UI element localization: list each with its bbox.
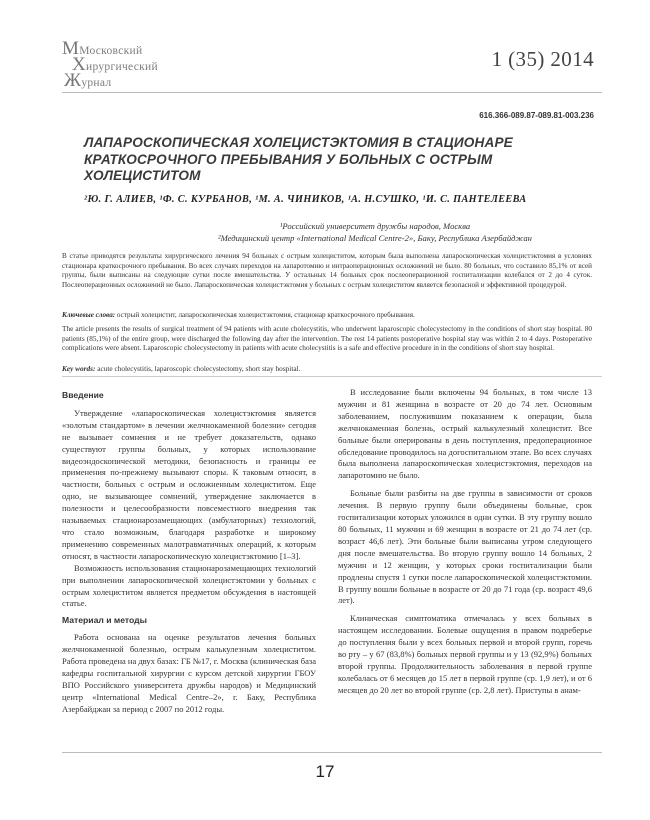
logo-initial-h: X: [72, 54, 87, 75]
intro-paragraph-2: Возможность использования стационарозамещающих технологий при выполнении лапароскопической холецистэктомии у больных с острым холециститом является предметом обсуждения в настоящей статье.: [62, 562, 316, 609]
logo-initial-zh: Ж: [64, 70, 82, 91]
right-paragraph-2: Больные были разбиты на две группы в зависимости от сроков лечения. В первую группу были объединены больные, срок госпитализации которых уложился в одни сутки. В эту группу вошло 80 больных, 11 мужчин и 69 женщин в возрасте от 21 до 74 лет (ср. возраст 46,6 лет). Эти больные были выписаны утром следующего дня после вмешательства. Во вторую группу вошло 14 больных, 2 мужчин и 12 женщин, у которых сроки госпитализации были продлены спустя 1 сутки после лапароскопической холецистэктомии. В группу вошли больные в возрасте от 20 до 71 года (ср. возраст 49,6 лет).: [338, 488, 592, 606]
logo-line-1: Московский: [79, 45, 143, 57]
abstract-divider: [62, 376, 602, 377]
header-divider: [62, 92, 602, 93]
keywords-en-label: Key words:: [62, 364, 96, 373]
journal-logo: [62, 38, 158, 91]
logo-line-2: ирургический: [86, 61, 158, 73]
footer-divider: [62, 752, 602, 753]
authors: ²Ю. Г. АЛИЕВ, ¹Ф. С. КУРБАНОВ, ¹М. А. ЧИНИКОВ, ¹А. Н.СУШКО, ¹И. С. ПАНТЕЛЕЕВА: [84, 194, 527, 205]
methods-paragraph-1: Работа основана на оценке результатов лечения больных желчнокаменной болезнью, острым калькулезным холециститом. Работа проведена на двух базах: ГБ №17, г. Москва (клиническая база кафедры госпитальной хирургии с курсом детской хирургии ГБОУ ВПО Российского университета дружбы народов) и Медицинский центр «International Medical Centre–2», г. Баку, Республика Азербайджан за период с 2007 по 2012 годы.: [62, 632, 316, 714]
affiliation-1: ¹Российский университет дружбы народов, Москва: [279, 221, 471, 231]
left-column: [62, 387, 316, 716]
right-column: [338, 387, 592, 697]
article-title: ЛАПАРОСКОПИЧЕСКАЯ ХОЛЕЦИСТЭКТОМИЯ В СТАЦИОНАРЕ КРАТКОСРОЧНОГО ПРЕБЫВАНИЯ У БОЛЬНЫХ С ОСТРЫМ ХОЛЕЦИСТИТОМ: [84, 135, 513, 183]
logo-initial-m: M: [62, 38, 80, 59]
heading-methods: Материал и методы: [62, 615, 147, 626]
affiliation-2: ²Медицинский центр «International Medical Centre-2», Баку, Республика Азербайджан: [218, 233, 532, 243]
heading-introduction: Введение: [62, 390, 104, 400]
keywords-en-text: acute cholecystitis, laparoscopic cholecystectomy, short stay hospital.: [95, 364, 301, 373]
keywords-ru-text: острый холецистит, лапароскопическая холецистэктомия, стационар краткосрочного пребывания.: [115, 311, 415, 319]
logo-line-3: урнал: [81, 77, 112, 89]
page-number: 17: [315, 762, 335, 781]
abstract-russian: В статье приводятся результаты хирургического лечения 94 больных с острым холециститом, которым была выполнена лапароскопическая холецистэктомия в условиях стационара краткосрочного пребывания. Во всех случаях переходов на лапаротомию и интраоперационных осложнений не было. 80 больных, что составило 85,1% от всей группы, были выписаны на следующие сутки после вмешательства. У остальных 14 больных срок послеоперационной госпитализации колебался от 2 до 4 суток. Послеоперационных осложнений не было. Лапароскопическая холецистэктомия у больных с острым холециститом является безопасной и эффективной процедурой.: [62, 252, 592, 290]
intro-paragraph-1: Утверждение «лапароскопическая холецистэктомия является «золотым стандартом» в лечении желчнокаменной болезни» сегодня не вызывает сомнения и не требует доказательств, однако существуют группы больных, у которых использование видеоэндоскопической методики, безопасность и границы ее применения по-прежнему вызывают споры. К таковым относят, в частности, больных с острым и осложненным холециститом. Еще одно, не вызывающее сомнений, утверждение заключается в полезности и целесообразности повсеместного внедрения так называемых стационарозамещающих (амбулаторных) технологий, что стало возможным, благодаря разработке и широкому применению современных малотравматичных операций, к которым относят, в частности лапароскопическую холецистэктомию [1–3].: [62, 407, 316, 561]
keywords-english: [62, 364, 592, 374]
abstract-english: The article presents the results of surgical treatment of 94 patients with acute cholecystitis, who underwent laparoscopic cholecystectomy in the conditions of short stay hospital. 80 patients (85,1%) of the entire group, were discharged the following day after the intervention. The rest 14 patients postoperative hospital stay was within 2 to 4 days. Postoperative complications were absent. Laparoscopic cholecystectomy in patients with acute cholecystitis is a safe and effective procedure in in the conditions of short stay hospital.: [62, 324, 592, 353]
right-paragraph-3: Клиническая симптоматика отмечалась у всех больных в настоящем исследовании. Болевые ощущения в правом подреберье до поступления были у всех больных первой и второй групп, горечь во рту – у 67 (83,8%) больных первой группы и у 13 (92,9%) больных второй группы. Продолжительность заболевания в первой группе колебалась от 6 месяцев до 15 лет в первой группе (ср. 1,9 лет), и от 6 месяцев до 20 лет во второй группе (ср. 2,8 лет). Приступы в анам-: [338, 613, 592, 695]
keywords-russian: [62, 311, 592, 321]
keywords-ru-label: Ключевые слова:: [62, 311, 116, 319]
right-paragraph-1: В исследование были включены 94 больных, в том числе 13 мужчин и 81 женщина в возрасте от 20 до 74 лет. Основным заболеванием, послужившим показанием к операции, была желчнокаменная болезнь, острый калькулезный холецистит. Все больные были оперированы в день поступления, предоперационное обследование проводилось на догоспитальном этапе. Во всех случаях была выполнена лапароскопическая холецистэктомия, переходов на лапаротомию не было.: [338, 387, 592, 481]
issue-number: 1 (35) 2014: [491, 47, 594, 71]
udc-code: 616.366-089.87-089.81-003.236: [479, 111, 594, 120]
